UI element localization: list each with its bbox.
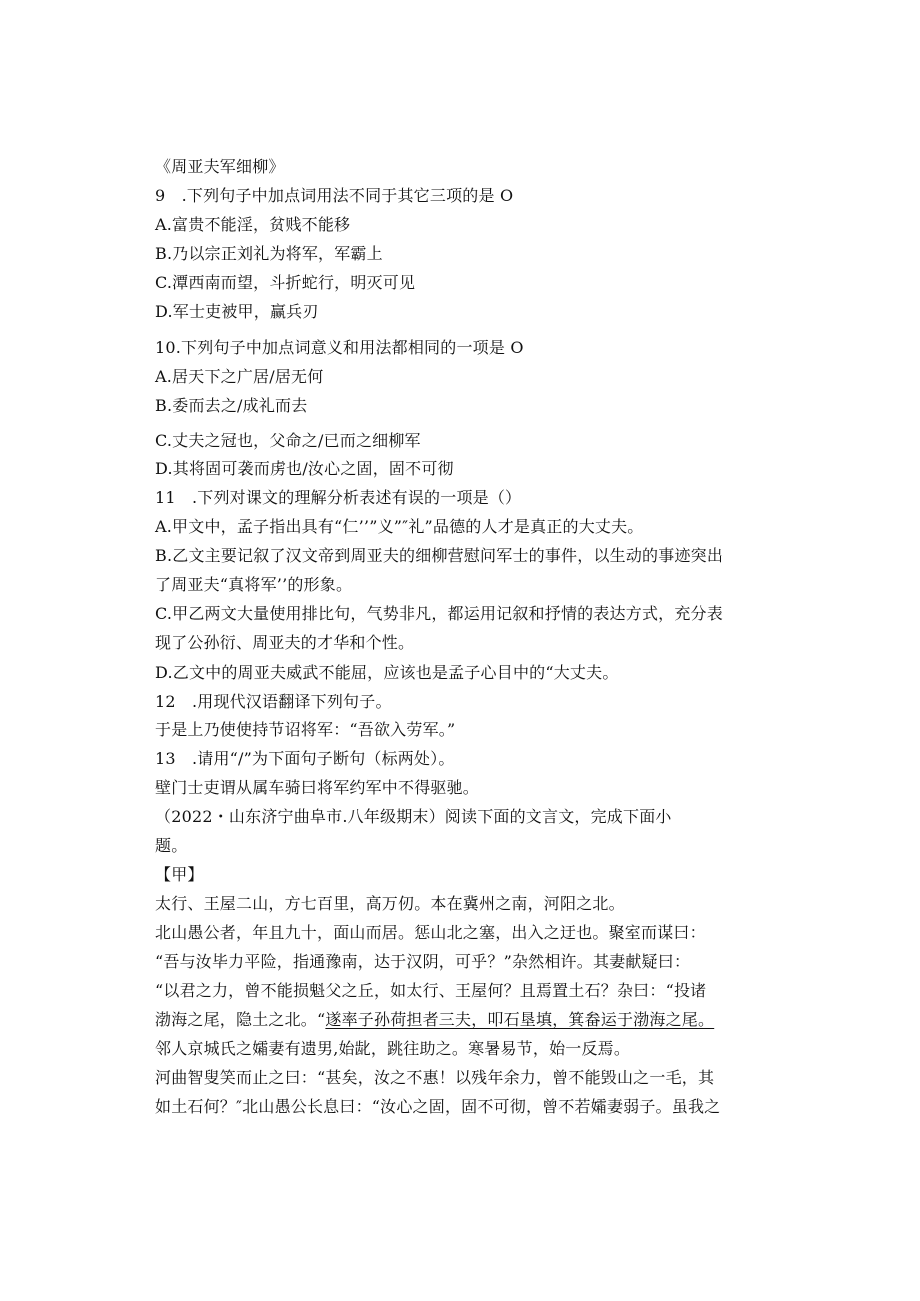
section-intro: （2022・山东济宁曲阜市.八年级期末）阅读下面的文言文，完成下面小	[155, 807, 672, 826]
passage-line-underlined	[155, 1009, 765, 1031]
q11-option-b: B.乙文主要记叙了汉文帝到周亚夫的细柳营慰问军士的事件，以生动的事迹突出	[155, 546, 724, 565]
passage-line: 邻人京城氏之孀妻有遗男,始龀，跳往助之。寒暑易节，始一反焉。	[155, 1039, 631, 1058]
passage-line: 如土石何？″北山愚公长息曰：“汝心之固，固不可彻，曾不若孀妻弱子。虽我之	[155, 1097, 721, 1116]
q9-option-b: B.乃以宗正刘礼为将军，军霸上	[155, 244, 383, 263]
q11-option-c: C.甲乙两文大量使用排比句，气势非凡，都运用记叙和抒情的表达方式，充分表	[155, 604, 723, 623]
section-intro-cont: 题。	[155, 836, 188, 855]
q11-option-c-cont: 现了公孙衍、周亚夫的才华和个性。	[155, 633, 415, 652]
q9-option-c: C.潭西南而望，斗折蛇行，明灭可见	[155, 273, 416, 292]
q11-option-a: A.甲文中，孟子指出具有“仁’’”义”″礼”品德的人才是真正的大丈夫。	[155, 517, 644, 536]
q11-option-b-cont: 了周亚夫“真将军’’的形象。	[155, 575, 353, 594]
q10-option-b: B.委而去之/成礼而去	[155, 396, 308, 415]
question-13: 13 .请用“/”为下面句子断句（标两处）。	[155, 749, 455, 768]
q9-option-d: D.军士吏被甲，赢兵刃	[155, 302, 319, 321]
q9-option-a: A.富贵不能淫，贫贱不能移	[155, 215, 351, 234]
passage-line: 北山愚公者，年且九十，面山而居。惩山北之塞，出入之迂也。聚室而谋曰：	[155, 923, 706, 942]
passage-line: “以君之力，曾不能损魁父之丘，如太行、王屋何？且焉置土石？杂曰：“投诸	[155, 981, 707, 1000]
q11-option-d: D.乙文中的周亚夫威武不能屈，应该也是孟子心目中的“大丈夫。	[155, 663, 619, 682]
q10-option-d: D.其将固可袭而虏也/汝心之固，固不可彻	[155, 459, 454, 478]
q10-option-a: A.居天下之广居/居无何	[155, 367, 324, 386]
passage-line: 河曲智叟笑而止之曰：“甚矣，汝之不惠！以残年余力，曾不能毁山之一毛，其	[155, 1068, 715, 1087]
passage-jia-label: 【甲】	[155, 865, 204, 884]
passage-title: 《周亚夫军细柳》	[155, 157, 285, 176]
q12-sentence: 于是上乃使使持节诏将军：“吾欲入劳军。”	[155, 720, 456, 739]
q10-option-c: C.丈夫之冠也，父命之/已而之细柳军	[155, 431, 421, 450]
question-9: 9 .下列句子中加点词用法不同于其它三项的是 O	[155, 186, 514, 205]
question-12: 12 .用现代汉语翻译下列句子。	[155, 692, 392, 711]
question-11: 11 .下列对课文的理解分析表述有误的一项是（）	[155, 488, 522, 507]
passage-line: “吾与汝毕力平险，指通豫南，达于汉阴，可乎？”杂然相许。其妻献疑曰：	[155, 952, 691, 971]
passage-line: 太行、王屋二山，方七百里，高万仞。本在冀州之南，河阳之北。	[155, 894, 625, 913]
underlined-sentence: 遂率子孙荷担者三夫，叩石垦填，箕畚运于渤海之尾。	[325, 1010, 715, 1029]
question-10: 10.下列句子中加点词意义和用法都相同的一项是 O	[155, 338, 524, 357]
passage-text: 渤海之尾，隐土之北。“	[155, 1010, 326, 1029]
q13-sentence: 壁门士吏谓从属车骑曰将军约军中不得驱驰。	[155, 778, 480, 797]
